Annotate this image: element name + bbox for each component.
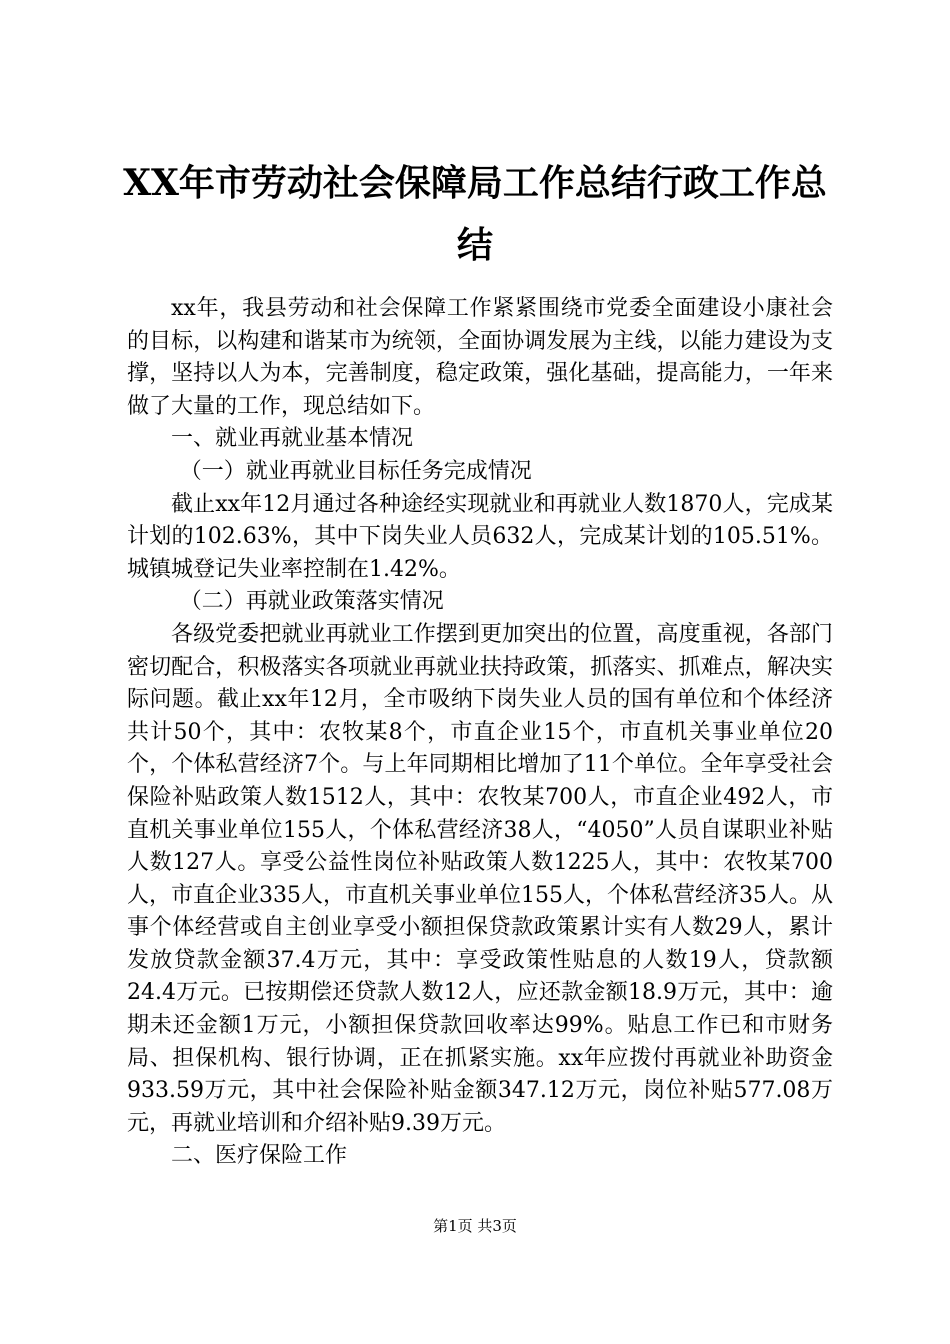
intro-paragraph: xx年，我县劳动和社会保障工作紧紧围绕市党委全面建设小康社会的目标，以构建和谐某市为统领，全面协调发展为主线，以能力建设为支撑，坚持以人为本，完善制度，稳定政策，强化基础，提高能力，一年来做了大量的工作，现总结如下。: [127, 296, 833, 419]
document-title-line-1: XX年市劳动社会保障局工作总结行政工作总: [123, 162, 827, 204]
section-heading-employment: 一、就业再就业基本情况: [171, 426, 414, 452]
policy-paragraph: 各级党委把就业再就业工作摆到更加突出的位置，高度重视，各部门密切配合，积极落实各项就业再就业扶持政策，抓落实、抓难点，解决实际问题。截止xx年12月，全市吸纳下岗失业人员的国有单位和个体经济共计50个，其中：农牧某8个，市直企业15个，市直机关事业单位20个，个体私营经济7个。与上年同期相比增加了11个单位。全年享受社会保险补贴政策人数1512人，其中：农牧某700人，市直企业492人，市直机关事业单位155人，个体私营经济38人，“4050”人员自谋职业补贴人数127人。享受公益性岗位补贴政策人数1225人，其中：农牧某700人，市直企业335人，市直机关事业单位155人，个体私营经济35人。从事个体经营或自主创业享受小额担保贷款政策累计实有人数29人，累计发放贷款金额37.4万元，其中：享受政策性贴息的人数19人，贷款额24.4万元。已按期偿还贷款人数12人，应还款金额18.9万元，其中：逾期未还金额1万元，小额担保贷款回收率达99%。贴息工作已和市财务局、担保机构、银行协调，正在抓紧实施。xx年应拨付再就业补助资金933.59万元，其中社会保险补贴金额347.12万元，岗位补贴577.08万元，再就业培训和介绍补贴9.39万元。: [127, 621, 833, 1136]
section-heading-medical-insurance: 二、医疗保险工作: [171, 1143, 348, 1169]
targets-paragraph: 截止xx年12月通过各种途经实现就业和再就业人数1870人，完成某计划的102.63%，其中下岗失业人员632人，完成某计划的105.51%。城镇城登记失业率控制在1.42%。: [127, 491, 833, 582]
subsection-heading-policy: （二）再就业政策落实情况: [179, 589, 444, 615]
page-footer: 第1页 共3页: [433, 1217, 517, 1235]
document-body: [127, 293, 833, 1173]
document-title-line-2: 结: [456, 224, 493, 266]
subsection-heading-targets: （一）就业再就业目标任务完成情况: [179, 458, 532, 484]
